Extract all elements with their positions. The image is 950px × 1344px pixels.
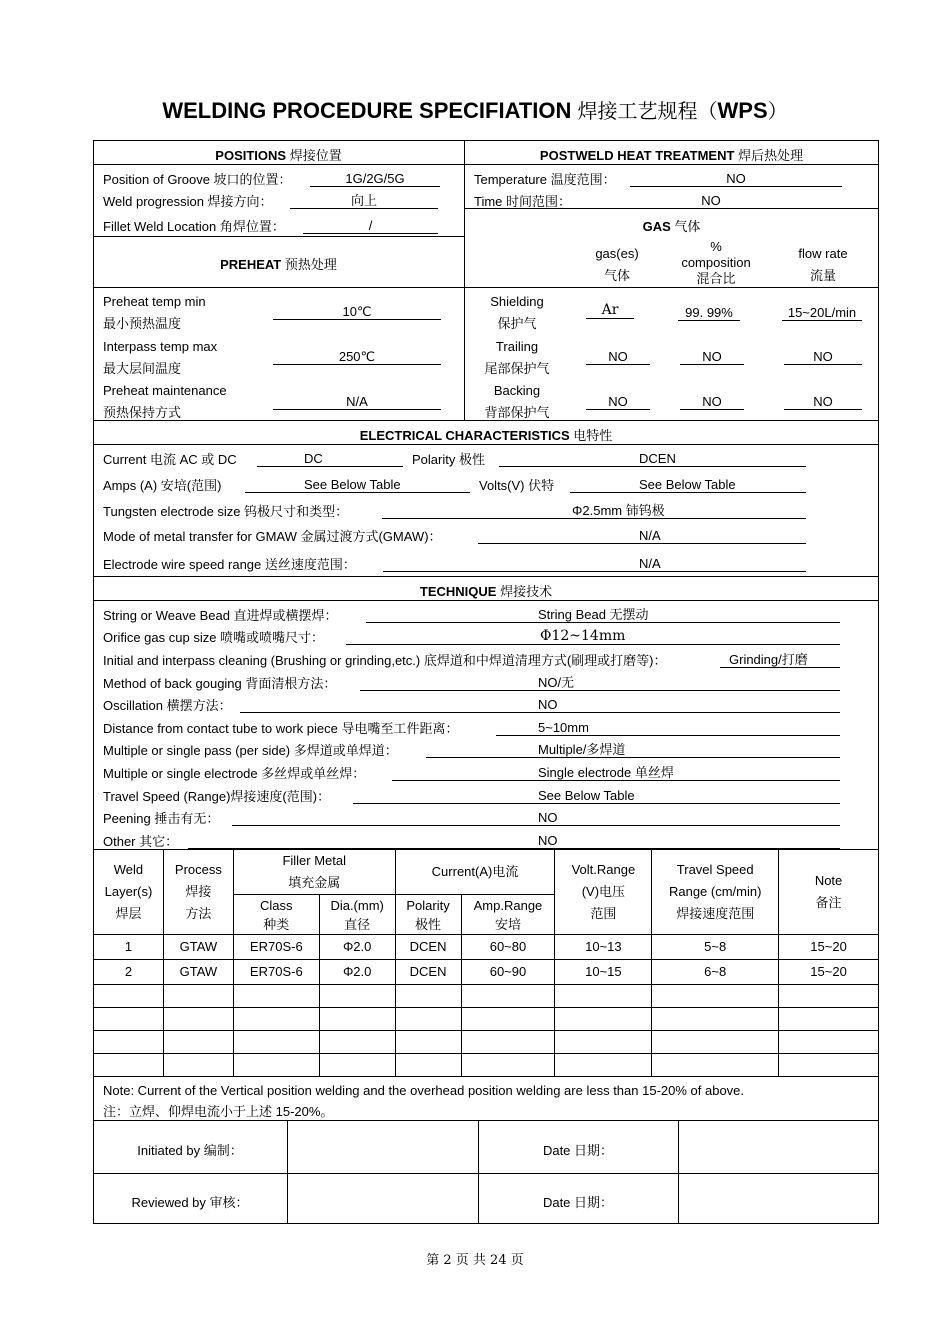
table-cell[interactable]: [779, 1031, 879, 1054]
table-row-empty: [94, 1008, 879, 1031]
table-cell[interactable]: [395, 1054, 461, 1077]
gas-backing-gas[interactable]: NO: [586, 394, 650, 410]
tech-label: Orifice gas cup size 喷嘴或喷嘴尺寸：: [103, 630, 325, 645]
gas-backing-comp[interactable]: NO: [680, 394, 744, 410]
table-cell[interactable]: [163, 1031, 233, 1054]
divider-preheat-top: [93, 236, 464, 237]
gas-trailing-comp[interactable]: NO: [680, 349, 744, 365]
table-cell[interactable]: ER70S-6: [233, 960, 319, 985]
note-en: Note: Current of the Vertical position welding and the overhead position welding are less than 15-20% of above.: [103, 1083, 745, 1098]
tech-value[interactable]: NO: [232, 810, 840, 826]
table-cell[interactable]: Φ2.0: [319, 960, 395, 985]
page-title: [0, 95, 950, 124]
table-cell[interactable]: 2: [94, 960, 164, 985]
gas-shielding-flow[interactable]: 15~20L/min: [782, 305, 862, 321]
table-cell[interactable]: 15~20: [779, 960, 879, 985]
tech-value[interactable]: NO: [240, 697, 840, 713]
col-header-polarity: Polarity 极性: [395, 895, 461, 935]
electrical-header: ELECTRICAL CHARACTERISTICS 电特性: [359, 428, 613, 443]
table-cell[interactable]: [555, 1031, 652, 1054]
table-cell[interactable]: 60~80: [461, 935, 555, 960]
col-header-amp: Amp.Range 安培: [461, 895, 555, 935]
tech-value[interactable]: String Bead 无摆动: [366, 607, 840, 623]
tech-label: Travel Speed (Range)焊接速度(范围)：: [103, 789, 331, 804]
polarity-value[interactable]: DCEN: [499, 451, 806, 467]
tech-value[interactable]: Single electrode 单丝焊: [392, 765, 840, 781]
tech-value[interactable]: Multiple/多焊道: [426, 742, 840, 758]
tech-label: Peening 捶击有无：: [103, 811, 220, 826]
title-cn: 焊接工艺规程（: [577, 99, 718, 123]
table-cell[interactable]: 1: [94, 935, 164, 960]
table-cell[interactable]: [163, 1054, 233, 1077]
table-cell[interactable]: ER70S-6: [233, 935, 319, 960]
table-cell[interactable]: [395, 1031, 461, 1054]
table-cell[interactable]: [461, 1054, 555, 1077]
weld-parameter-table: [93, 849, 879, 1077]
col-header-dia: Dia.(mm) 直径: [319, 895, 395, 935]
divider-tech-head: [93, 600, 879, 601]
gas-backing-flow[interactable]: NO: [784, 394, 862, 410]
preheat-maint-label: Preheat maintenance 预热保持方式: [103, 383, 227, 420]
fillet-label: Fillet Weld Location 角焊位置：: [103, 219, 285, 234]
table-cell[interactable]: [461, 985, 555, 1008]
tech-label: Distance from contact tube to work piece 导电嘴至工件距离：: [103, 721, 459, 736]
table-row-empty: [94, 1054, 879, 1077]
table-cell[interactable]: 15~20: [779, 935, 879, 960]
table-cell[interactable]: [233, 1054, 319, 1077]
amps-label: Amps (A) 安培(范围): [103, 478, 222, 493]
table-cell[interactable]: [461, 1008, 555, 1031]
table-row: [94, 960, 879, 985]
table-row: [94, 935, 879, 960]
technique-header: TECHNIQUE 焊接技术: [419, 584, 553, 599]
tech-value[interactable]: NO/无: [360, 675, 840, 691]
positions-header: POSITIONS 焊接位置: [215, 148, 342, 163]
table-cell[interactable]: 60~90: [461, 960, 555, 985]
tech-value[interactable]: NO: [188, 833, 840, 849]
col-header-speed: Travel Speed Range (cm/min) 焊接速度范围: [652, 850, 779, 935]
table-cell[interactable]: [395, 1008, 461, 1031]
progression-value[interactable]: 向上: [290, 193, 438, 209]
table-cell[interactable]: [319, 1008, 395, 1031]
table-cell[interactable]: [163, 985, 233, 1008]
table-cell[interactable]: 6~8: [652, 960, 779, 985]
col-header-process: Process 焊接 方法: [163, 850, 233, 935]
gas-row-backing-label: Backing 背部保护气: [484, 383, 550, 420]
current-label: Current 电流 AC 或 DC: [103, 452, 237, 467]
wire-speed-label: Electrode wire speed range 送丝速度范围：: [103, 557, 356, 572]
gas-shielding-comp[interactable]: 99. 99%: [678, 305, 740, 321]
col-header-class: Class 种类: [233, 895, 319, 935]
tungsten-label: Tungsten electrode size 钨极尺寸和类型：: [103, 504, 349, 519]
reviewed-by-label: Reviewed by 审核：: [131, 1195, 249, 1210]
divider-tech-top: [93, 576, 879, 577]
polarity-label: Polarity 极性: [412, 452, 485, 467]
title-en: WELDING PROCEDURE SPECIFIATION: [162, 98, 572, 123]
pwht-header: POSTWELD HEAT TREATMENT 焊后热处理: [539, 148, 804, 163]
groove-label: Position of Groove 坡口的位置：: [103, 172, 292, 187]
table-cell[interactable]: DCEN: [395, 960, 461, 985]
table-cell[interactable]: Φ2.0: [319, 935, 395, 960]
pwht-temp-value[interactable]: NO: [630, 171, 842, 187]
col-header-layer: Weld Layer(s) 焊层: [94, 850, 164, 935]
table-row-empty: [94, 1031, 879, 1054]
reviewed-by-field[interactable]: [288, 1174, 478, 1223]
divider-preheat-bottom: [93, 287, 879, 288]
date-field-1[interactable]: [679, 1121, 878, 1173]
table-cell[interactable]: [555, 1008, 652, 1031]
tech-value[interactable]: See Below Table: [353, 788, 840, 804]
tech-label: Multiple or single electrode 多丝焊或单丝焊：: [103, 766, 366, 781]
title-wps: WPS: [717, 98, 768, 123]
table-cell[interactable]: [319, 1031, 395, 1054]
table-cell[interactable]: [233, 1031, 319, 1054]
table-cell[interactable]: [779, 985, 879, 1008]
col-header-filler: Filler Metal 填充金属: [233, 850, 395, 895]
amps-value[interactable]: See Below Table: [245, 477, 470, 493]
title-close: ）: [767, 99, 788, 123]
table-cell[interactable]: DCEN: [395, 935, 461, 960]
date-label-2: Date 日期：: [542, 1195, 614, 1210]
tech-label: Other 其它：: [103, 834, 179, 849]
gas-col3-header: flow rate 流量: [798, 246, 848, 283]
tech-label: Oscillation 横摆方法：: [103, 698, 232, 713]
preheat-min-value[interactable]: 10℃: [273, 304, 441, 320]
gas-col2-header: % composition 混合比: [681, 239, 751, 286]
gas-header: GAS 气体: [642, 219, 701, 234]
table-cell[interactable]: [94, 1054, 164, 1077]
table-cell[interactable]: [233, 985, 319, 1008]
note-cn: 注：立焊、仰焊电流小于上述 15-20%。: [103, 1104, 334, 1119]
date-label-1: Date 日期：: [542, 1143, 614, 1158]
col-header-note: Note 备注: [779, 850, 879, 935]
interpass-max-value[interactable]: 250℃: [273, 349, 441, 365]
table-cell[interactable]: [652, 1054, 779, 1077]
preheat-header: PREHEAT 预热处理: [220, 257, 337, 272]
wire-speed-value[interactable]: N/A: [383, 556, 806, 572]
date-field-2[interactable]: [679, 1174, 878, 1223]
gas-row-trailing-label: Trailing 尾部保护气: [484, 339, 550, 376]
table-cell[interactable]: 10~13: [555, 935, 652, 960]
preheat-maint-value[interactable]: N/A: [273, 394, 441, 410]
divider-elec-head: [93, 444, 879, 445]
col-header-current: Current(A)电流: [395, 850, 555, 895]
table-cell[interactable]: GTAW: [163, 935, 233, 960]
table-cell[interactable]: GTAW: [163, 960, 233, 985]
groove-value[interactable]: 1G/2G/5G: [310, 171, 440, 187]
table-cell[interactable]: [461, 1031, 555, 1054]
table-cell[interactable]: [395, 985, 461, 1008]
tech-label: Multiple or single pass (per side) 多焊道或单焊道：: [103, 743, 398, 758]
gas-shielding-gas[interactable]: Ar: [586, 303, 634, 319]
table-cell[interactable]: [555, 985, 652, 1008]
table-cell[interactable]: [555, 1054, 652, 1077]
tech-value[interactable]: Φ12~14mm: [346, 629, 840, 645]
table-cell[interactable]: [319, 985, 395, 1008]
tech-value[interactable]: Grinding/打磨: [720, 652, 840, 668]
preheat-min-label: Preheat temp min 最小预热温度: [103, 294, 206, 331]
table-cell[interactable]: [779, 1054, 879, 1077]
table-cell[interactable]: [94, 985, 164, 1008]
fillet-value[interactable]: /: [303, 218, 438, 234]
volts-label: Volts(V) 伏特: [479, 478, 555, 493]
table-cell[interactable]: [652, 1031, 779, 1054]
current-value[interactable]: DC: [257, 451, 403, 467]
tech-value[interactable]: 5~10mm: [496, 720, 840, 736]
gas-col1-header: gas(es) 气体: [595, 246, 639, 283]
initiated-by-label: Initiated by 编制：: [137, 1143, 243, 1158]
tech-label: String or Weave Bead 直进焊或横摆焊：: [103, 608, 338, 623]
col-header-volt: Volt.Range (V)电压 范围: [555, 850, 652, 935]
tungsten-value[interactable]: Φ2.5mm 铈钨极: [382, 503, 806, 519]
page-number: 第 2 页 共 24 页: [426, 1253, 524, 1268]
table-cell[interactable]: [319, 1054, 395, 1077]
table-cell[interactable]: [163, 1008, 233, 1031]
table-cell[interactable]: [94, 1031, 164, 1054]
table-cell[interactable]: [94, 1008, 164, 1031]
transfer-label: Mode of metal transfer for GMAW 金属过渡方式(GMAW)：: [103, 529, 442, 544]
divider-vertical-top: [464, 140, 465, 420]
volts-value[interactable]: See Below Table: [570, 477, 806, 493]
table-cell[interactable]: [779, 1008, 879, 1031]
initiated-by-field[interactable]: [288, 1121, 478, 1173]
pwht-time-value[interactable]: NO: [580, 193, 842, 209]
table-cell[interactable]: 5~8: [652, 935, 779, 960]
gas-trailing-flow[interactable]: NO: [784, 349, 862, 365]
gas-trailing-gas[interactable]: NO: [586, 349, 650, 365]
gas-row-shielding-label: Shielding 保护气: [490, 294, 544, 331]
transfer-value[interactable]: N/A: [478, 528, 806, 544]
progression-label: Weld progression 焊接方向：: [103, 194, 273, 209]
pwht-time-label: Time 时间范围：: [474, 194, 572, 209]
tech-label: Initial and interpass cleaning (Brushing or grinding,etc.) 底焊道和中焊道清理方式(刷理或打磨等)：: [103, 653, 667, 668]
table-row-empty: [94, 985, 879, 1008]
table-cell[interactable]: 10~15: [555, 960, 652, 985]
divider-h1: [93, 164, 879, 165]
interpass-max-label: Interpass temp max 最大层间温度: [103, 339, 218, 376]
tech-label: Method of back gouging 背面清根方法：: [103, 676, 337, 691]
pwht-temp-label: Temperature 温度范围：: [474, 172, 616, 187]
table-cell[interactable]: [652, 1008, 779, 1031]
table-cell[interactable]: [233, 1008, 319, 1031]
table-cell[interactable]: [652, 985, 779, 1008]
